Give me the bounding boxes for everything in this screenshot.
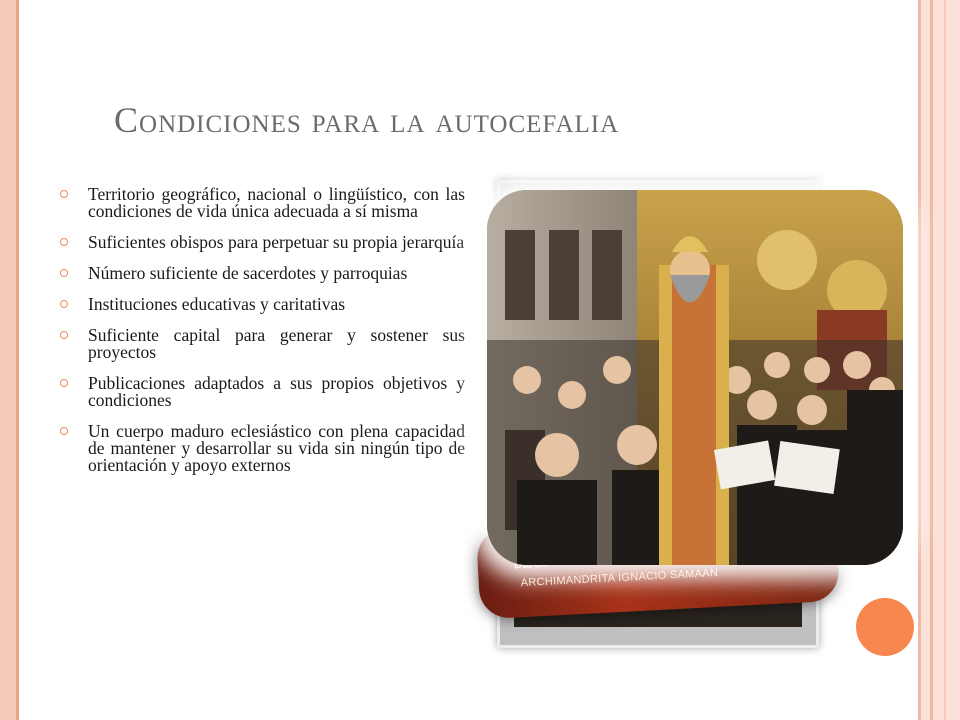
- bullet-item: [58, 296, 465, 313]
- bullet-text: Publicaciones adaptados a sus propios objetivos y condiciones: [88, 373, 465, 410]
- hollow-circle-icon: [60, 238, 68, 246]
- bullet-text: Suficiente capital para generar y sostener sus proyectos: [88, 325, 465, 362]
- right-frame-line: [930, 0, 933, 720]
- right-frame-line: [918, 0, 921, 720]
- decorative-orange-circle: [856, 598, 914, 656]
- bullet-item: [58, 186, 465, 220]
- book-caption: ARCHIMANDRITA IGNACIO SAMAÁN: [520, 566, 719, 590]
- left-frame-line: [16, 0, 19, 720]
- hollow-circle-icon: [60, 379, 68, 387]
- bullet-item: [58, 234, 465, 251]
- ceremony-photo: [487, 190, 903, 565]
- bullet-item: [58, 327, 465, 361]
- bullet-list: [58, 186, 465, 488]
- bullet-text: Un cuerpo maduro eclesiástico con plena capacidad de mantener y desarrollar su vida sin ningún tipo de orientación y apoyo externos: [88, 421, 465, 475]
- ceremony-photo-illustration: [487, 190, 903, 565]
- slide-title: Condiciones para la autocefalia: [114, 100, 620, 140]
- hollow-circle-icon: [60, 269, 68, 277]
- hollow-circle-icon: [60, 190, 68, 198]
- hollow-circle-icon: [60, 427, 68, 435]
- bullet-text: Territorio geográfico, nacional o lingüístico, con las condiciones de vida única adecuada a sí misma: [88, 184, 465, 221]
- bullet-item: [58, 423, 465, 474]
- bullet-text: Instituciones educativas y caritativas: [88, 294, 346, 314]
- hollow-circle-icon: [60, 300, 68, 308]
- bullet-item: [58, 265, 465, 282]
- bullet-text: Suficientes obispos para perpetuar su propia jerarquía: [88, 232, 465, 252]
- right-frame-line: [944, 0, 946, 720]
- right-frame-band: [918, 0, 960, 720]
- hollow-circle-icon: [60, 331, 68, 339]
- bullet-text: Número suficiente de sacerdotes y parroquias: [88, 263, 408, 283]
- left-frame-band: [0, 0, 16, 720]
- bullet-item: [58, 375, 465, 409]
